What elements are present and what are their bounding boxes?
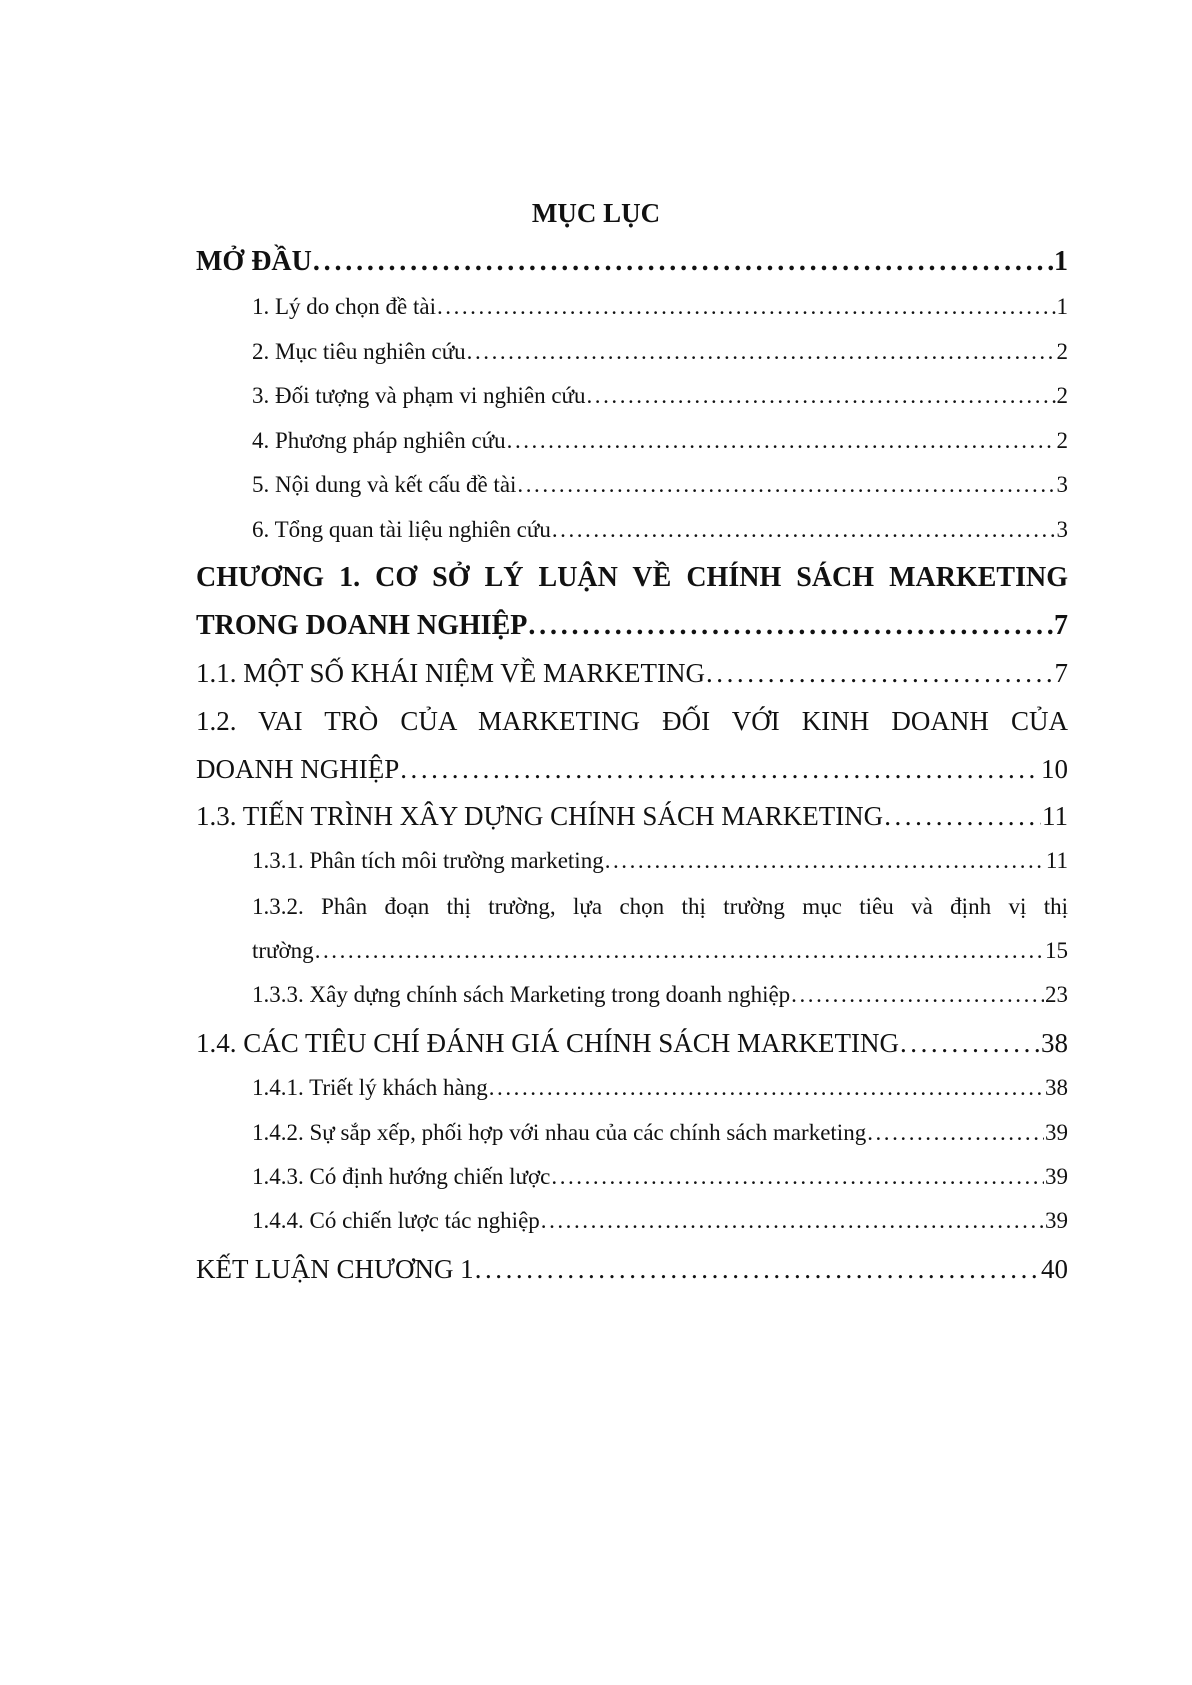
- toc-page-number: 39: [1045, 1208, 1068, 1233]
- toc-entry-title: 1.3. TIẾN TRÌNH XÂY DỰNG CHÍNH SÁCH MARKETING: [196, 801, 884, 831]
- dot-leader: [706, 656, 1054, 690]
- toc-entry[interactable]: [252, 980, 1068, 1010]
- toc-page-number: 7: [1054, 610, 1068, 641]
- toc-entry-title: 1.4.3. Có định hướng chiến lược: [252, 1164, 551, 1189]
- toc-entry-title: 3. Đối tượng và phạm vi nghiên cứu: [252, 383, 586, 408]
- toc-entry[interactable]: [196, 1252, 1068, 1286]
- dot-leader: [475, 1252, 1040, 1286]
- dot-leader: [587, 381, 1056, 411]
- dot-leader: [791, 980, 1044, 1010]
- toc-entry-title: 1.4. CÁC TIÊU CHÍ ĐÁNH GIÁ CHÍNH SÁCH MARKETING: [196, 1028, 899, 1058]
- dot-leader: [541, 1206, 1044, 1236]
- toc-page-number: 7: [1054, 658, 1068, 688]
- toc-page-number: 15: [1045, 938, 1068, 963]
- dot-leader: [884, 799, 1041, 833]
- toc-entry-title: 5. Nội dung và kết cấu đề tài: [252, 472, 517, 497]
- dot-leader: [467, 337, 1056, 367]
- toc-entry[interactable]: [252, 1162, 1068, 1192]
- toc-entry-title-line: 1.2. VAI TRÒ CỦA MARKETING ĐỐI VỚI KINH DOANH CỦA: [196, 706, 1068, 736]
- toc-page-number: 11: [1042, 801, 1068, 831]
- dot-leader: [313, 245, 1053, 279]
- toc-entry[interactable]: [252, 1206, 1068, 1236]
- toc-entry-title: DOANH NGHIỆP: [196, 754, 400, 784]
- toc-page-number: 2: [1056, 428, 1068, 453]
- toc-entry-title: 2. Mục tiêu nghiên cứu: [252, 339, 466, 364]
- toc-entry[interactable]: [252, 892, 1068, 966]
- toc-page-number: 3: [1056, 472, 1068, 497]
- toc-page-number: 2: [1056, 383, 1068, 408]
- toc-page-number: 40: [1041, 1254, 1068, 1284]
- dot-leader: [315, 936, 1044, 966]
- toc-entry[interactable]: [252, 1118, 1068, 1148]
- dot-leader: [551, 1162, 1044, 1192]
- toc-entry-title: 1.3.1. Phân tích môi trường marketing: [252, 848, 604, 873]
- toc-entry-title: trường: [252, 938, 314, 963]
- toc-entry-title: 1.4.2. Sự sắp xếp, phối hợp với nhau của các chính sách marketing: [252, 1120, 867, 1145]
- dot-leader: [400, 752, 1040, 786]
- toc-entry[interactable]: [196, 1026, 1068, 1060]
- toc-page-number: 38: [1041, 1028, 1068, 1058]
- toc-entry-title: 6. Tổng quan tài liệu nghiên cứu: [252, 517, 551, 542]
- toc-entry-title: MỞ ĐẦU: [196, 246, 312, 277]
- toc-page-number: 39: [1045, 1164, 1068, 1189]
- toc-entry-title-line: CHƯƠNG 1. CƠ SỞ LÝ LUẬN VỀ CHÍNH SÁCH MARKETING: [196, 562, 1068, 593]
- toc-page-number: 2: [1056, 339, 1068, 364]
- toc-page-number: 10: [1041, 754, 1068, 784]
- toc-entry[interactable]: [252, 846, 1068, 876]
- toc-page-number: 39: [1045, 1120, 1068, 1145]
- toc-entry-title-line: 1.3.2. Phân đoạn thị trường, lựa chọn thị trường mục tiêu và định vị thị: [252, 894, 1068, 919]
- toc-entry-title: 1.4.4. Có chiến lược tác nghiệp: [252, 1208, 540, 1233]
- toc-entry[interactable]: [196, 656, 1068, 690]
- toc-page-number: 1: [1054, 246, 1068, 277]
- toc-entry-title: TRONG DOANH NGHIỆP: [196, 610, 528, 641]
- toc-entry[interactable]: [196, 561, 1068, 643]
- toc-entry-title: KẾT LUẬN CHƯƠNG 1: [196, 1254, 474, 1284]
- page-title: MỤC LỤC: [531, 198, 661, 228]
- dot-leader: [489, 1073, 1044, 1103]
- dot-leader: [517, 470, 1055, 500]
- toc-entry-title: 1.3.3. Xây dựng chính sách Marketing trong doanh nghiệp: [252, 982, 791, 1007]
- toc-entry[interactable]: [252, 381, 1068, 411]
- toc-entry-title: 4. Phương pháp nghiên cứu: [252, 428, 506, 453]
- toc-entry[interactable]: [252, 337, 1068, 367]
- toc-entry[interactable]: [252, 515, 1068, 545]
- toc-entry[interactable]: [196, 245, 1068, 279]
- toc-entry[interactable]: [196, 704, 1068, 786]
- dot-leader: [867, 1118, 1044, 1148]
- dot-leader: [552, 515, 1056, 545]
- dot-leader: [605, 846, 1045, 876]
- toc-page-number: 23: [1045, 982, 1068, 1007]
- toc-page-number: 11: [1045, 848, 1068, 873]
- toc-entry-title: 1. Lý do chọn đề tài: [252, 294, 436, 319]
- toc-entry[interactable]: [252, 470, 1068, 500]
- toc-entry[interactable]: [252, 292, 1068, 322]
- toc-entry[interactable]: [252, 1073, 1068, 1103]
- toc-page-number: 3: [1056, 517, 1068, 542]
- toc-entry[interactable]: [252, 426, 1068, 456]
- toc-page-number: 38: [1045, 1075, 1068, 1100]
- dot-leader: [528, 609, 1053, 643]
- dot-leader: [507, 426, 1056, 456]
- toc-entry-title: 1.1. MỘT SỐ KHÁI NIỆM VỀ MARKETING: [196, 658, 705, 688]
- dot-leader: [900, 1026, 1040, 1060]
- dot-leader: [437, 292, 1056, 322]
- toc-entry-title: 1.4.1. Triết lý khách hàng: [252, 1075, 488, 1100]
- toc-entry[interactable]: [196, 799, 1068, 833]
- toc-page-number: 1: [1056, 294, 1068, 319]
